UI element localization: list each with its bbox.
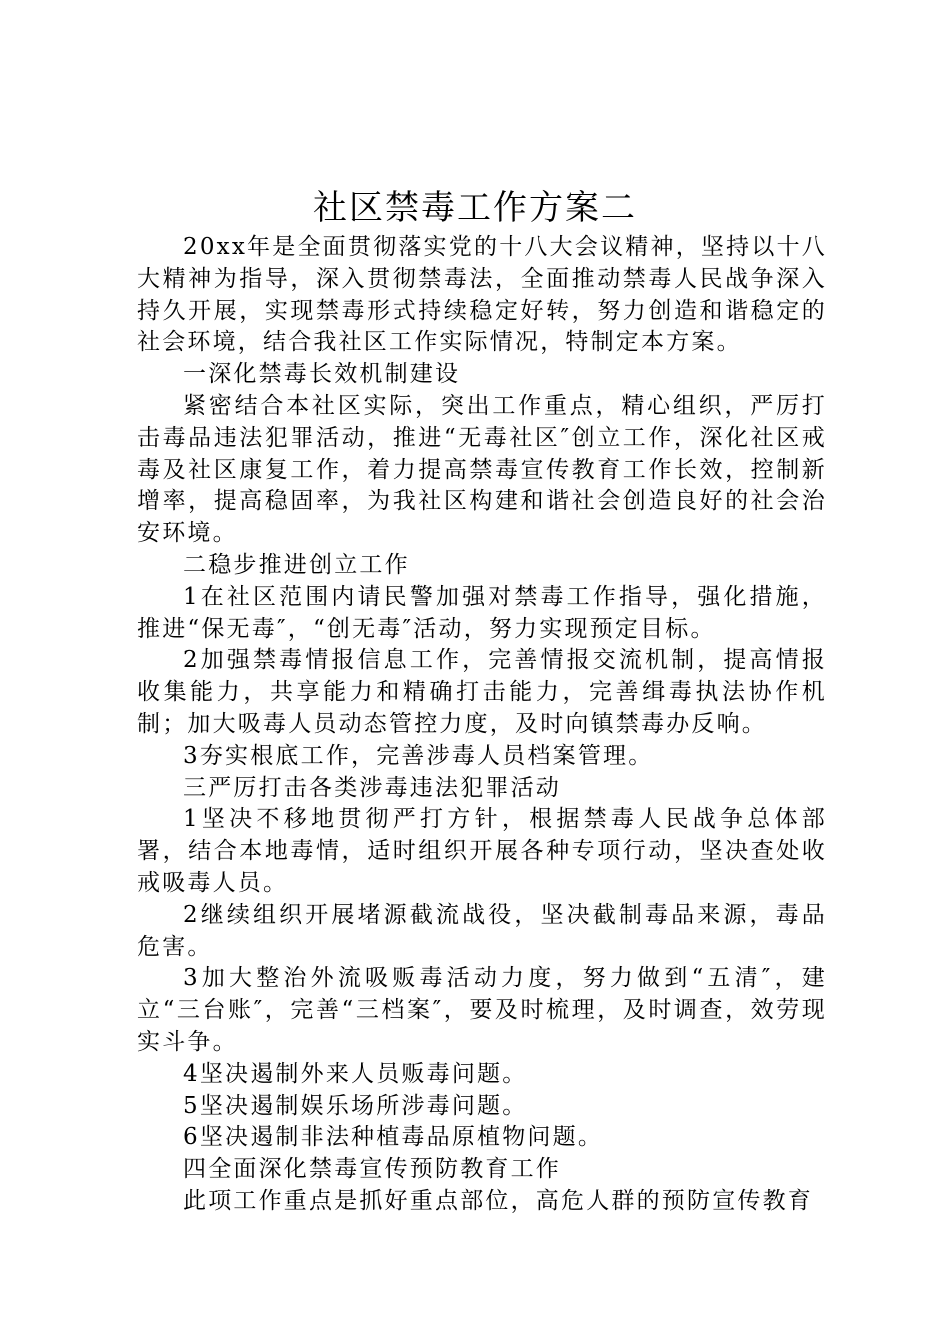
paragraph-intro: 20xx年是全面贯彻落实党的十八大会议精神，坚持以十八大精神为指导，深入贯彻禁毒法，全面推动禁毒人民战争深入持久开展，实现禁毒形式持续稳定好转，努力创造和谐稳定的社会环境，结合我社区工作实际情况，特制定本方案。 — [137, 234, 827, 356]
document-title: 社区禁毒工作方案二 — [313, 188, 637, 228]
section-heading-2: 二稳步推进创立工作 — [183, 551, 410, 578]
paragraph-item: 1坚决不移地贯彻严打方针，根据禁毒人民战争总体部署，结合本地毒情，适时组织开展各种专项行动，坚决查处收戒吸毒人员。 — [137, 806, 827, 896]
paragraph-item: 5坚决遏制娱乐场所涉毒问题。 — [183, 1092, 528, 1119]
section-heading-4: 四全面深化禁毒宣传预防教育工作 — [183, 1156, 561, 1183]
section-heading-3: 三严厉打击各类涉毒违法犯罪活动 — [183, 774, 561, 801]
paragraph-item: 6坚决遏制非法种植毒品原植物问题。 — [183, 1124, 604, 1151]
paragraph-item: 1在社区范围内请民警加强对禁毒工作指导，强化措施，推进“保无毒″，“创无毒″活动，努力实现预定目标。 — [137, 583, 827, 642]
paragraph-section-1: 紧密结合本社区实际，突出工作重点，精心组织，严厉打击毒品违法犯罪活动，推进“无毒社区″创立工作，深化社区戒毒及社区康复工作，着力提高禁毒宣传教育工作长效，控制新增率，提高稳固率，为我社区构建和谐社会创造良好的社会治安环境。 — [137, 392, 827, 547]
paragraph-section-4: 此项工作重点是抓好重点部位，高危人群的预防宣传教育 — [183, 1187, 813, 1214]
paragraph-item: 3加大整治外流吸贩毒活动力度，努力做到“五清″，建立“三台账″，完善“三档案″，要及时梳理，及时调查，效劳现实斗争。 — [137, 965, 827, 1055]
paragraph-item: 2继续组织开展堵源截流战役，坚决截制毒品来源，毒品危害。 — [137, 901, 827, 960]
paragraph-item: 2加强禁毒情报信息工作，完善情报交流机制，提高情报收集能力，共享能力和精确打击能力，完善缉毒执法协作机制；加大吸毒人员动态管控力度，及时向镇禁毒办反响。 — [137, 647, 827, 737]
document-body — [137, 232, 827, 1218]
paragraph-item: 3夯实根底工作，完善涉毒人员档案管理。 — [183, 742, 654, 769]
paragraph-item: 4坚决遏制外来人员贩毒问题。 — [183, 1060, 528, 1087]
section-heading-1: 一深化禁毒长效机制建设 — [183, 361, 461, 388]
